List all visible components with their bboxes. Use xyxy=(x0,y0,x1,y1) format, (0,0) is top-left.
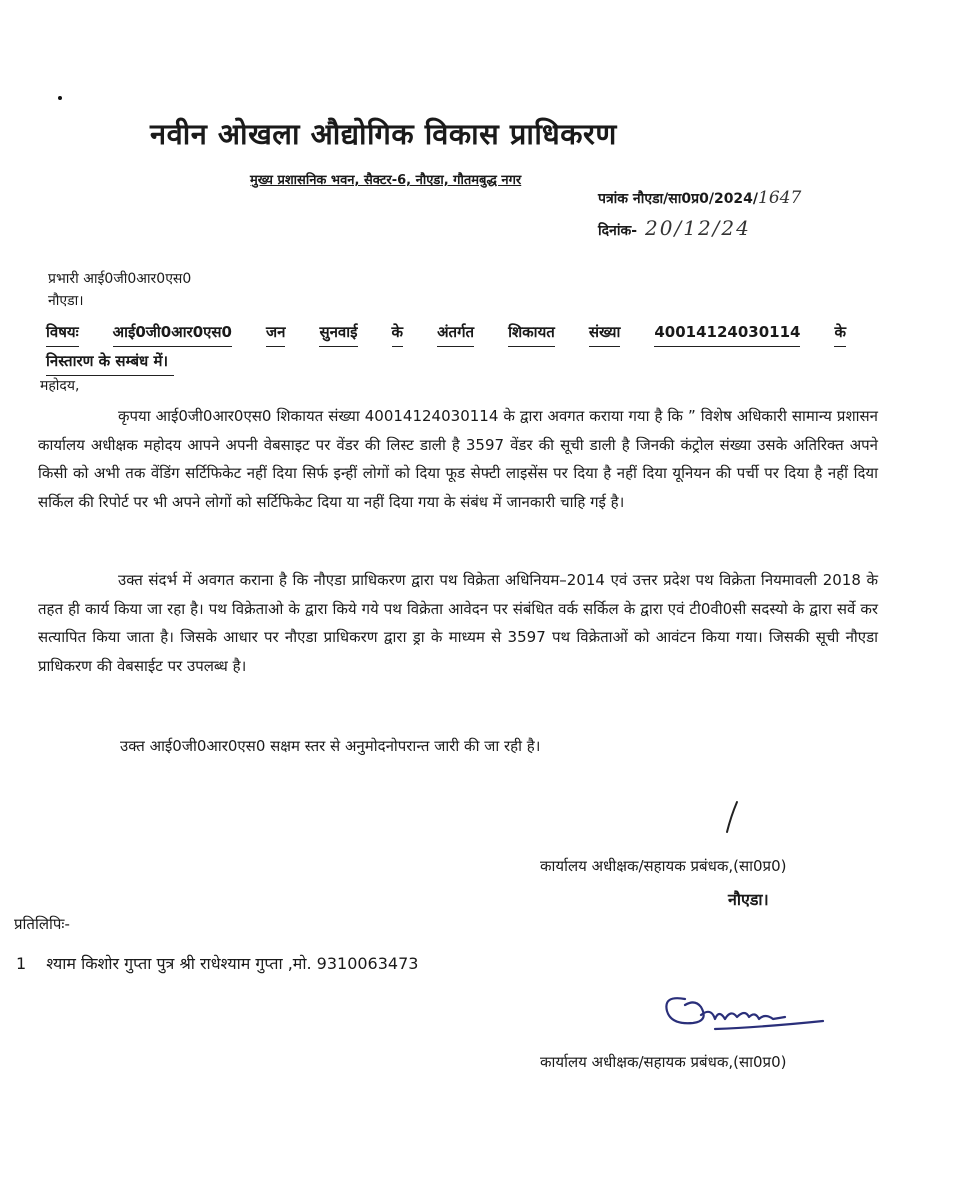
addressee-line1: प्रभारी आई0जी0आर0एस0 xyxy=(48,271,192,287)
subject-word: जन xyxy=(266,318,285,347)
subject-word: विषयः xyxy=(46,318,79,347)
subject-word: सुनवाई xyxy=(319,318,357,347)
subject-word: अंतर्गत xyxy=(437,318,474,347)
addressee-line2: नौएडा। xyxy=(48,293,84,309)
reference-number xyxy=(598,188,801,208)
copy-item-text: श्याम किशोर गुप्ता पुत्र श्री राधेश्याम गुप्ता ,मो. 9310063473 xyxy=(46,954,419,973)
reference-number-handwritten: 1647 xyxy=(758,188,802,208)
subject-word: संख्या xyxy=(589,318,621,347)
subject-word: के xyxy=(834,318,846,347)
copy-item-number: 1 xyxy=(16,954,27,973)
organization-address: मुख्य प्रशासनिक भवन, सैक्टर-6, नौएडा, गौतमबुद्ध नगर xyxy=(250,173,522,188)
organization-title: नवीन ओखला औद्योगिक विकास प्राधिकरण xyxy=(150,117,617,151)
subject-word: के xyxy=(392,318,404,347)
reference-label: पत्रांक नौएडा/सा0प्र0/2024/ xyxy=(598,191,759,207)
salutation: महोदय, xyxy=(40,378,80,394)
subject-word: 40014124030114 xyxy=(654,318,800,347)
subject-line2: निस्तारण के सम्बंध में। xyxy=(46,347,174,376)
date-label: दिनांक- xyxy=(598,223,638,239)
letter-date xyxy=(598,216,751,240)
subject-word: आई0जी0आर0एस0 xyxy=(113,318,232,347)
body-paragraph-3: उक्त आई0जी0आर0एस0 सक्षम स्तर से अनुमोदनोपरान्त जारी की जा रही है। xyxy=(120,737,541,755)
subject-word: शिकायत xyxy=(508,318,555,347)
initial-mark-icon xyxy=(715,798,745,838)
copy-signatory-designation: कार्यालय अधीक्षक/सहायक प्रबंधक,(सा0प्र0) xyxy=(540,1053,787,1071)
body-paragraph-1: कृपया आई0जी0आर0एस0 शिकायत संख्या 40014124030114 के द्वारा अवगत कराया गया है कि ” विशेष अधिकारी सामान्य प्रशासन कार्यालय अधीक्षक महोदय आपने अपनी वेबसाइट पर वेंडर की लिस्ट डाली है 3597 वेंडर की सूची डाली है जिनकी कंट्रोल संख्या उसके अतिरिक्त अपने किसी को अभी तक वेंडिंग सर्टिफिकेट नहीं दिया सिर्फ इन्हीं लोगों को दिया फूड सेफ्टी लाइसेंस पर दिया है नहीं दिया यूनियन की पर्ची पर दिया है नहीं दिया सर्किल की रिपोर्ट पर भी अपने लोगों को सर्टिफिकेट दिया या नहीं दिया गया के संबंध में जानकारी चाहि गई है। xyxy=(38,407,878,511)
subject xyxy=(46,318,846,376)
signatory-designation: कार्यालय अधीक्षक/सहायक प्रबंधक,(सा0प्र0) xyxy=(540,857,787,875)
date-handwritten: 20/12/24 xyxy=(645,216,751,240)
signatory-city: नौएडा। xyxy=(728,890,769,909)
body-paragraph-2: उक्त संदर्भ में अवगत कराना है कि नौएडा प्राधिकरण द्वारा पथ विक्रेता अधिनियम–2014 एवं उत्तर प्रदेश पथ विक्रेता नियमावली 2018 के तहत ही कार्य किया जा रहा है। पथ विक्रेताओ के द्वारा किये गये पथ विक्रेता आवेदन पर संबंधित वर्क सर्किल के द्वारा एवं टी0वी0सी सदस्यो के द्वारा सर्वे कर सत्यापित किया जाता है। जिसके आधार पर नौएडा प्राधिकरण द्वारा ड्रा के माध्यम से 3597 पथ विक्रेताओं को आवंटन किया गया। जिसकी सूची नौएडा प्राधिकरण की वेबसाईट पर उपलब्ध है। xyxy=(38,571,878,675)
subject-line1 xyxy=(46,318,846,347)
addressee xyxy=(48,268,191,312)
copy-to-item xyxy=(16,952,418,974)
ink-dot xyxy=(58,96,62,100)
copy-to-label: प्रतिलिपिः- xyxy=(14,915,70,933)
signature-icon xyxy=(655,985,835,1045)
